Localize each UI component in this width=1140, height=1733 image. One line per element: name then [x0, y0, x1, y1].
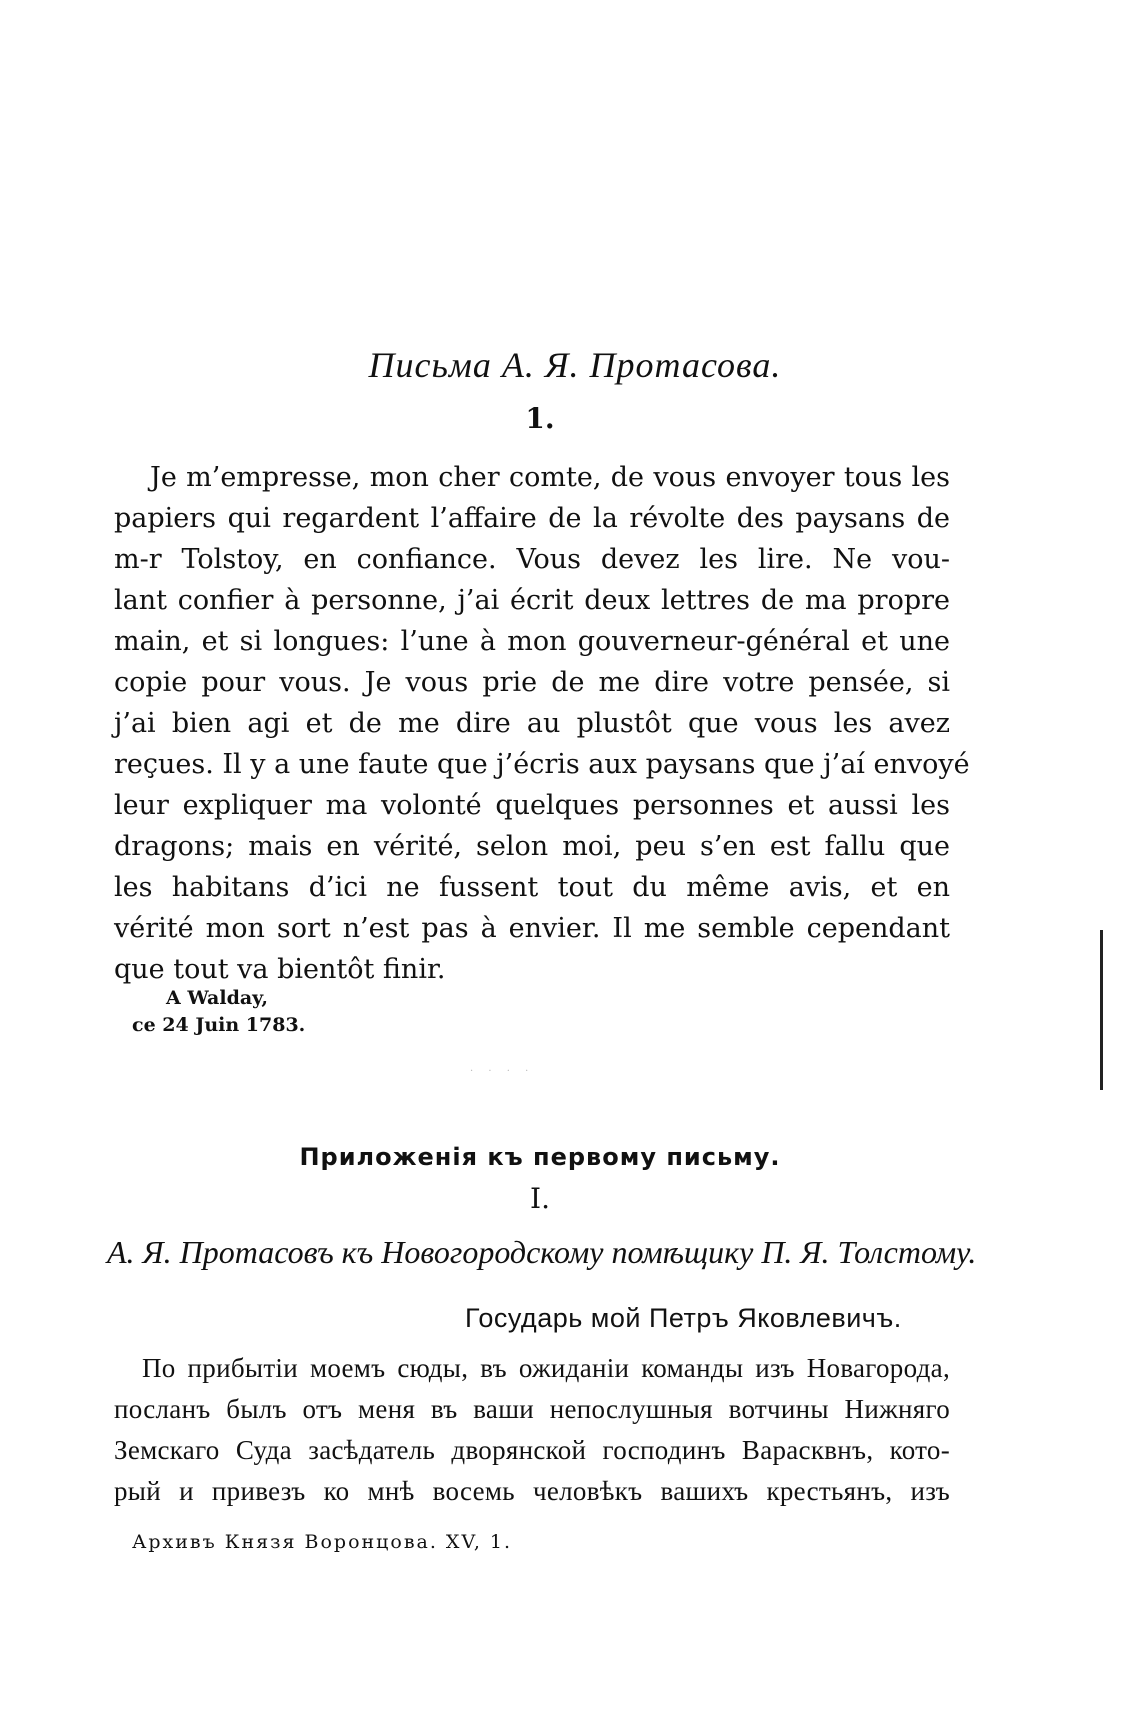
french-letter-line: papiers qui regardent l’affaire de la révolte des paysans de [114, 503, 950, 534]
russian-letter-line: рый и привезъ ко мнѣ восемь человѣкъ вашихъ крестьянъ, изъ [114, 1476, 950, 1506]
french-letter-line: main, et si longues: l’une à mon gouverneur-général et une [114, 626, 950, 657]
russian-letter-line: Земскаго Суда засѣдатель дворянской господинъ Варасквнъ, кото- [114, 1435, 950, 1465]
appendix-heading: Приложенія къ первому письму. [299, 1143, 781, 1171]
page-title: Письма А. Я. Протасова. [368, 345, 782, 385]
letter-date: ce 24 Juin 1783. [132, 1014, 306, 1036]
letter-place: A Walday, [166, 987, 269, 1009]
french-letter-line: j’ai bien agi et de me dire au plustôt que vous les avez [114, 708, 950, 739]
separator-dots: · · · · [470, 1066, 535, 1077]
appendix-letter-heading: А. Я. Протасовъ къ Новогородскому помѣщику П. Я. Толстому. [107, 1234, 977, 1270]
footnote: Архивъ Князя Воронцова. XV, 1. [132, 1531, 513, 1553]
french-letter-line: lant confier à personne, j’ai écrit deux lettres de ma propre [114, 585, 950, 616]
french-letter-line: Je m’empresse, mon cher comte, de vous envoyer tous les [150, 462, 950, 493]
french-letter-line: copie pour vous. Je vous prie de me dire votre pensée, si [114, 667, 950, 698]
russian-letter-line: По прибытіи моемъ сюды, въ ожиданіи команды изъ Новагорода, [142, 1353, 950, 1383]
french-letter-line: les habitans d’ici ne fussent tout du même avis, et en [114, 872, 950, 903]
french-letter-line: vérité mon sort n’est pas à envier. Il me semble cependant [114, 913, 950, 944]
french-letter-line: que tout va bientôt finir. [114, 954, 446, 985]
french-letter-line: reçues. Il y a une faute que j’écris aux paysans que j’aí envoyé [114, 749, 970, 780]
russian-letter-line: посланъ былъ отъ меня въ ваши непослушныя вотчины Нижняго [114, 1394, 950, 1424]
french-letter-line: m-r Tolstoy, en confiance. Vous devez les lire. Ne vou- [114, 544, 950, 575]
appendix-number: I. [530, 1182, 550, 1215]
salutation: Государь мой Петръ Яковлевичъ. [465, 1303, 902, 1333]
letter-number: 1. [525, 402, 555, 435]
french-letter-line: leur expliquer ma volonté quelques personnes et aussi les [114, 790, 950, 821]
french-letter-line: dragons; mais en vérité, selon moi, peu s’en est fallu que [114, 831, 950, 862]
page-edge-mark [1100, 930, 1103, 1090]
